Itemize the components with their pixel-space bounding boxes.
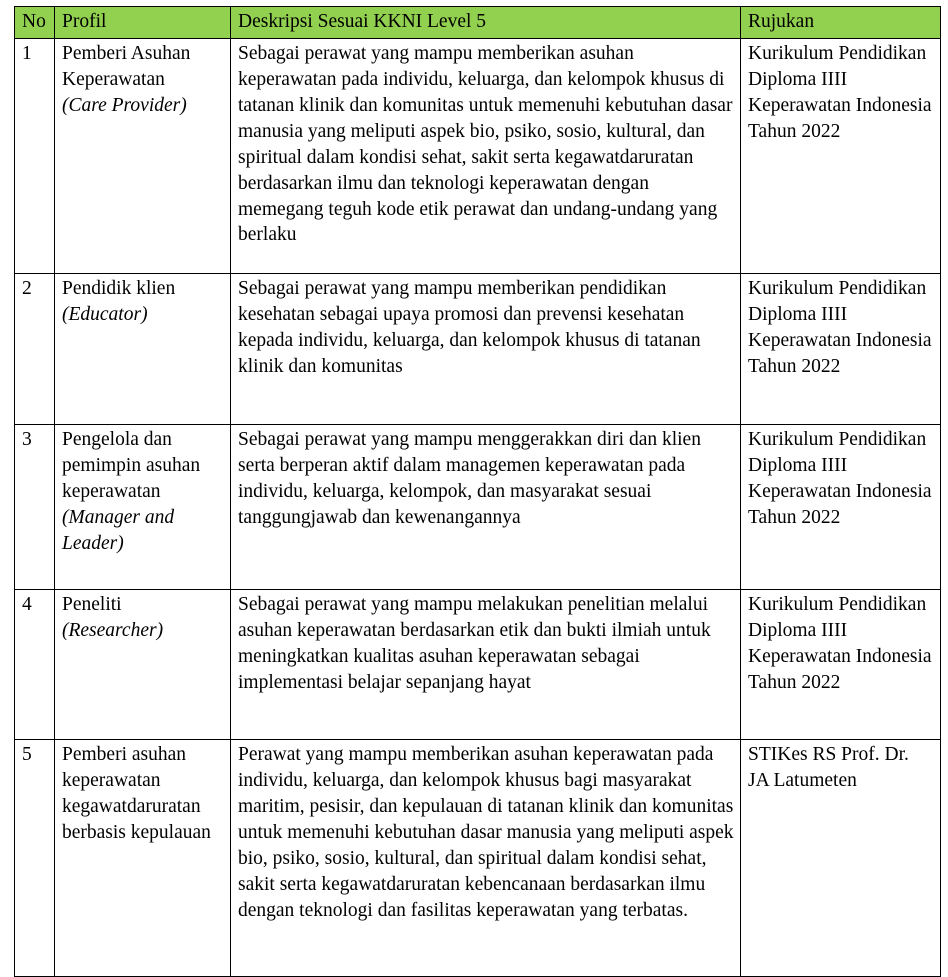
cell-no: 3 [15,425,55,590]
cell-profil [55,740,231,977]
profil-name: Pengelola dan pemimpin asuhan keperawatan [62,429,201,502]
deskripsi-text: Sebagai perawat yang mampu menggerakkan diri dan klien serta berperan aktif dalam managemen keperawatan pada individu, keluarga, kelompok, dan masyarakat sesuai [238,429,701,502]
cell-no: 5 [15,740,55,977]
table-row [15,740,941,977]
cell-profil [55,39,231,274]
table-row [15,590,941,740]
cell-deskripsi [231,425,741,590]
cell-deskripsi [231,590,741,740]
deskripsi-text-2: tanggungjawab dan kewenangannya [238,506,521,528]
profil-name: Peneliti [62,594,122,615]
cell-rujukan: STIKes RS Prof. Dr. JA Latumeten [741,740,941,977]
deskripsi-text: Perawat yang mampu memberikan asuhan keperawatan pada individu, keluarga, dan kelompok khusus bagi masyarakat maritim, pesisir, dan kepulauan di tatanan klinik dan komunitas untuk memenuhi kebutuhan dasar manusia yang meliputi aspek bio, psiko, sosio, kultural, dan spiritual dalam kondisi sehat, sakit serta kegawatdaruratan kebencanaan berdasarkan ilmu dengan teknologi dan fasilitas keperawatan yang terbatas. [238,744,734,921]
cell-deskripsi [231,39,741,274]
column-header-no: No [15,7,55,39]
profil-name: Pemberi Asuhan Keperawatan [62,43,191,90]
cell-profil [55,274,231,425]
cell-deskripsi [231,274,741,425]
profil-english: (Manager and Leader) [62,506,175,554]
profil-english: (Care Provider) [62,94,187,116]
header-row [15,7,941,39]
cell-no: 2 [15,274,55,425]
cell-profil [55,590,231,740]
deskripsi-text: Sebagai perawat yang mampu melakukan penelitian melalui asuhan keperawatan berdasarkan etik dan bukti ilmiah untuk meningkatkan kualitas asuhan keperawatan sebagai implementasi belajar sepanjang hayat [238,594,711,693]
table-row [15,39,941,274]
cell-no: 1 [15,39,55,274]
cell-no: 4 [15,590,55,740]
cell-rujukan: Kurikulum Pendidikan Diploma IIII Keperawatan Indonesia Tahun 2022 [741,590,941,740]
profil-name: Pemberi asuhan keperawatan kegawatdaruratan berbasis kepulauan [62,744,211,843]
cell-rujukan: Kurikulum Pendidikan Diploma IIII Keperawatan Indonesia Tahun 2022 [741,274,941,425]
column-header-rujukan: Rujukan [741,7,941,39]
cell-rujukan: Kurikulum Pendidikan Diploma IIII Keperawatan Indonesia Tahun 2022 [741,425,941,590]
deskripsi-text: Sebagai perawat yang mampu memberikan asuhan keperawatan pada individu, keluarga, dan kelompok khusus di tatanan klinik dan komunitas untuk memenuhi kebutuhan dasar manusia yang meliputi aspek bio, psiko, sosio, kultural, dan spiritual dalam kondisi sehat, sakit serta kegawatdaruratan berdasarkan ilmu dan teknologi keperawatan dengan memegang teguh kode etik perawat dan undang-undang yang berlaku [238,43,733,246]
column-header-deskripsi: Deskripsi Sesuai KKNI Level 5 [231,7,741,39]
cell-rujukan: Kurikulum Pendidikan Diploma IIII Keperawatan Indonesia Tahun 2022 [741,39,941,274]
profil-name: Pendidik klien [62,278,176,299]
column-header-profil: Profil [55,7,231,39]
profil-english: (Educator) [62,303,148,325]
cell-profil [55,425,231,590]
table-body [15,39,941,977]
table-row [15,425,941,590]
profil-english: (Researcher) [62,619,164,641]
cell-deskripsi [231,740,741,977]
kkni-profile-table [14,6,941,977]
table-header [15,7,941,39]
table-row [15,274,941,425]
deskripsi-text: Sebagai perawat yang mampu memberikan pendidikan kesehatan sebagai upaya promosi dan prevensi kesehatan kepada individu, keluarga, dan kelompok khusus di tatanan klinik dan komunitas [238,278,701,377]
